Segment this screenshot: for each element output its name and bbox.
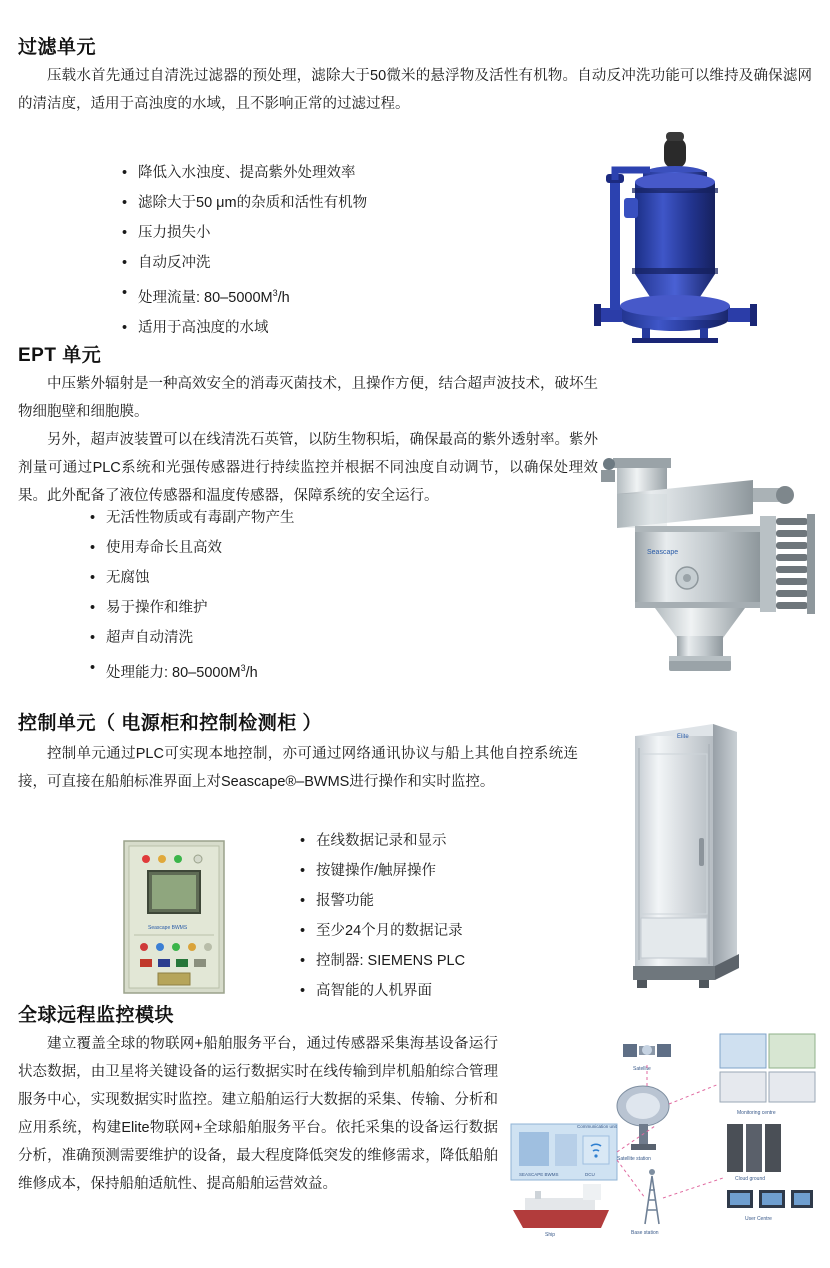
svg-text:Communication unit: Communication unit xyxy=(577,1124,617,1129)
list-item: • 使用寿命长且高效 xyxy=(90,535,490,561)
svg-text:Cloud ground: Cloud ground xyxy=(735,1176,766,1182)
control-cabinet-svg xyxy=(625,718,745,993)
svg-text:Seascape: Seascape xyxy=(647,549,679,556)
global-paragraph: 建立覆盖全球的物联网+船舶服务平台，通过传感器采集海基设备运行状态数据，由卫星将关键设备的运行数据实时在线传输到岸机船舶综合管理服务中心，实现数据实时监控。建立船舶运行大数据的采集、传输、分析和应用系统，构建Elite物联网+全球船舶服务平台。依托采集的设备运行数据分析，准确预测需要维护的设备，最大程度降低突发的维修需求，降低船舶维修成本，保持船舶适航性、提高船舶运营效益。 xyxy=(18,1036,498,1192)
section-title-ept: EPT 单元 xyxy=(18,345,102,366)
ept-paragraph-1: 中压紫外辐射是一种高效安全的消毒灭菌技术，且操作方便，结合超声波技术，破坏生物细胞壁和细胞膜。 xyxy=(18,376,598,420)
list-item: • 按键操作/触屏操作 xyxy=(300,858,600,884)
ept-bullet-list xyxy=(90,505,490,690)
svg-text:SEASCAPE BWMS: SEASCAPE BWMS xyxy=(519,1172,559,1177)
svg-text:Monitoring centre: Monitoring centre xyxy=(737,1110,776,1116)
svg-text:Base station: Base station xyxy=(631,1230,659,1236)
section-title-filter: 过滤单元 xyxy=(18,37,97,58)
ept-paragraph-2: 另外，超声波装置可以在线清洗石英管，以防生物积垢，确保最高的紫外透射率。紫外剂量可通过PLC系统和光强传感器进行持续监控并根据不同浊度自动调节，以确保处理效果。此外配备了液位传感器和温度传感器，保障系统的安全运行。 xyxy=(18,432,598,504)
list-item: • 无活性物质或有毒副产物产生 xyxy=(90,505,490,531)
svg-text:Satellite: Satellite xyxy=(633,1066,651,1072)
svg-text:DCU: DCU xyxy=(585,1172,595,1177)
ept-unit-image xyxy=(595,450,830,680)
flow-rate-sup: 3 xyxy=(272,288,278,298)
svg-text:Elite: Elite xyxy=(677,734,689,740)
list-item: • 降低入水浊度、提高紫外处理效率 xyxy=(122,160,492,186)
svg-text:Ship: Ship xyxy=(545,1232,556,1238)
capacity-text: 处理能力: 80–5000M xyxy=(106,664,241,681)
svg-text:User Centre: User Centre xyxy=(745,1216,772,1222)
list-item: • 控制器: SIEMENS PLC xyxy=(300,948,600,974)
power-control-panel-image xyxy=(118,835,233,1000)
filter-paragraph: 压载水首先通过自清洗过滤器的预处理，滤除大于50微米的悬浮物及活性有机物。自动反冲洗功能可以维持及确保滤网的清洁度，适用于高浊度的水域，且不影响正常的过滤过程。 xyxy=(18,68,812,112)
control-paragraph: 控制单元通过PLC可实现本地控制，亦可通过网络通讯协议与船上其他自控系统连接，可直接在船舶标准界面上对Seascape®–BWMS进行操作和实时监控。 xyxy=(18,746,578,790)
ept-unit-svg xyxy=(595,450,830,680)
ept-paragraph-block xyxy=(18,370,598,510)
filter-bullet-list xyxy=(122,160,492,345)
section-title-control: 控制单元（ 电源柜和控制检测柜 ） xyxy=(18,713,323,734)
flow-rate-text: 处理流量: 80–5000M xyxy=(138,289,273,306)
power-control-panel-svg xyxy=(118,835,233,1000)
list-item: • 自动反冲洗 xyxy=(122,250,492,276)
flow-rate-tail: /h xyxy=(277,289,290,306)
list-item: • 压力损失小 xyxy=(122,220,492,246)
capacity-tail: /h xyxy=(245,664,258,681)
svg-text:Satellite station: Satellite station xyxy=(617,1156,651,1162)
list-item-flow-rate xyxy=(122,280,492,311)
control-cabinet-image xyxy=(625,718,745,993)
global-monitoring-svg xyxy=(505,1028,825,1240)
filter-unit-image xyxy=(580,128,770,343)
list-item: • 滤除大于50 μm的杂质和活性有机物 xyxy=(122,190,492,216)
control-bullet-list xyxy=(300,828,600,1008)
list-item: • 报警功能 xyxy=(300,888,600,914)
list-item: • 适用于高浊度的水域 xyxy=(122,315,492,341)
svg-text:Seascape BWMS: Seascape BWMS xyxy=(148,925,188,931)
capacity-sup: 3 xyxy=(240,663,246,673)
list-item: • 至少24个月的数据记录 xyxy=(300,918,600,944)
list-item: • 高智能的人机界面 xyxy=(300,978,600,1004)
filter-unit-svg xyxy=(580,128,770,343)
list-item-capacity xyxy=(90,655,490,686)
list-item: • 超声自动清洗 xyxy=(90,625,490,651)
list-item: • 易于操作和维护 xyxy=(90,595,490,621)
list-item: • 在线数据记录和显示 xyxy=(300,828,600,854)
section-title-global: 全球远程监控模块 xyxy=(18,1005,175,1026)
global-monitoring-diagram xyxy=(505,1028,825,1240)
list-item: • 无腐蚀 xyxy=(90,565,490,591)
